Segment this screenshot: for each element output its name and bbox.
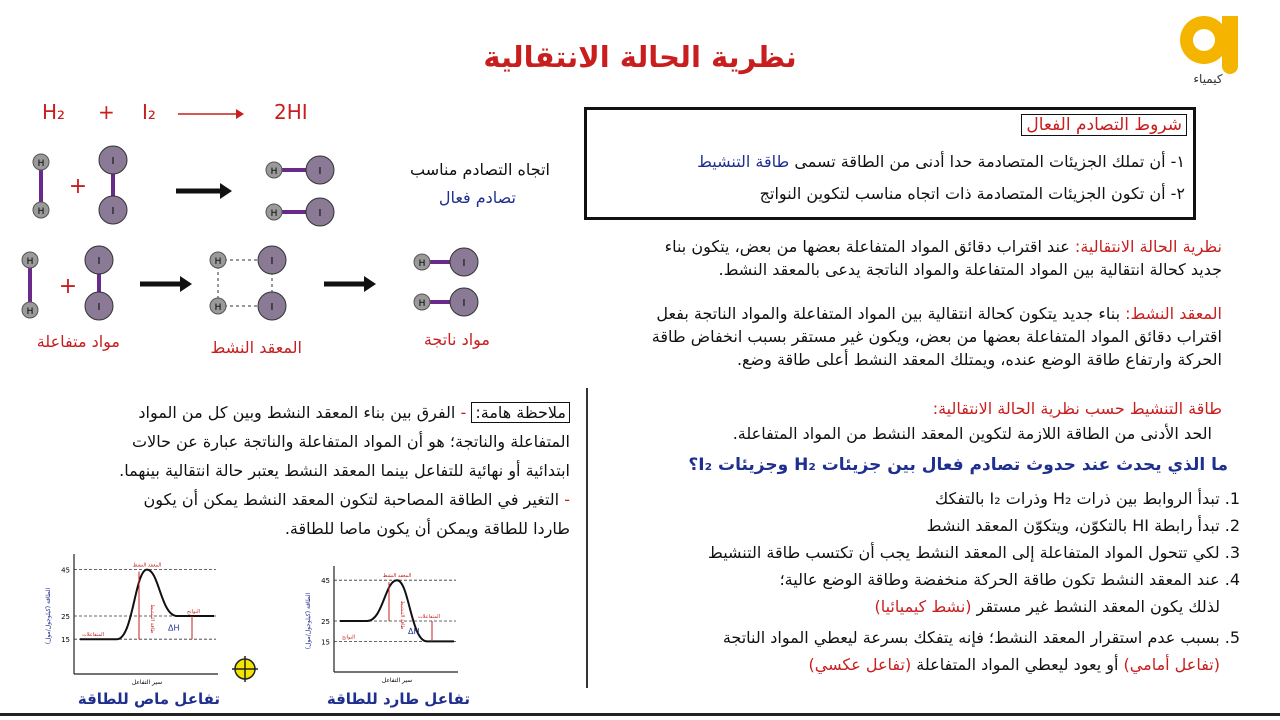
label-reactants: مواد متفاعلة xyxy=(36,332,120,351)
note-line5: طاردا للطاقة ويمكن أن يكون ماصا للطاقة. xyxy=(284,519,570,538)
svg-text:H: H xyxy=(37,159,45,169)
steps-list xyxy=(600,485,1240,678)
annotation-activation: طاقة التنشيط xyxy=(149,604,155,634)
annotation-complex: المعقد النشط xyxy=(382,573,412,580)
condition-2: ٢- أن تكون الجزيئات المتصادمة ذات اتجاه مناسب لتكوين النواتج xyxy=(759,184,1185,203)
annotation-complex: المعقد النشط xyxy=(132,562,162,569)
condition-1-text: ١- أن تملك الجزيئات المتصادمة حدا أدنى من الطاقة تسمى xyxy=(794,152,1185,171)
step-5b xyxy=(600,651,1240,678)
step-4b-text: لذلك يكون المعقد النشط غير مستقر xyxy=(976,597,1220,616)
svg-text:H: H xyxy=(270,209,278,219)
logo-o-icon xyxy=(1180,16,1228,64)
annotation-upper-level: المتفاعلات xyxy=(417,614,440,620)
step-3: 3. لكي تتحول المواد المتفاعلة إلى المعقد النشط يجب أن تكتسب طاقة التنشيط xyxy=(708,543,1240,562)
svg-text:I: I xyxy=(270,302,274,313)
complex-line1-text: بناء جديد يتكون كحالة انتقالية بين المواد المتفاعلة والمواد الناتجة بفعل xyxy=(656,304,1121,323)
step-5c: أو يعود ليعطي المواد المتفاعلة xyxy=(916,655,1119,674)
cursor-crosshair-icon xyxy=(232,656,258,682)
note-dash1: - xyxy=(460,403,467,422)
energy-curve xyxy=(80,570,214,640)
theory-line1 xyxy=(520,235,1222,258)
svg-text:H: H xyxy=(214,257,222,267)
theory-term: نظرية الحالة الانتقالية: xyxy=(1074,237,1222,256)
svg-text:I: I xyxy=(270,256,274,267)
svg-text:H: H xyxy=(270,167,278,177)
exothermic-title: تفاعل طارد للطاقة xyxy=(326,690,470,708)
svg-text:H: H xyxy=(26,307,34,317)
note-line1 xyxy=(10,398,570,427)
activation-term: طاقة التنشيط حسب نظرية الحالة الانتقالية: xyxy=(932,399,1222,418)
x-axis-label: سير التفاعل xyxy=(131,679,163,686)
y-tick-label-0: 15 xyxy=(61,636,70,645)
complex-paragraph xyxy=(520,302,1222,371)
complex-line2: اقتراب دقائق المواد المتفاعلة بعضها من بعض، ويكون غير مستقر بسبب انخفاض طاقة xyxy=(651,327,1222,346)
step-4b xyxy=(600,593,1240,620)
svg-text:H: H xyxy=(26,257,34,267)
y-tick-label-1: 25 xyxy=(321,618,330,626)
label-products: مواد ناتجة xyxy=(423,330,490,349)
note-line3: ابتدائية أو نهائية للتفاعل بينما المعقد النشط يعتبر حالة انتقالية بينهما. xyxy=(119,461,570,480)
orientation-line2: تصادم فعال xyxy=(438,188,516,207)
eq-plus: + xyxy=(98,100,115,124)
theory-paragraph xyxy=(520,235,1222,281)
condition-1-term: طاقة التنشيط xyxy=(697,152,790,171)
complex-term: المعقد النشط: xyxy=(1125,304,1222,323)
svg-text:+: + xyxy=(58,274,78,299)
svg-text:H: H xyxy=(418,259,426,269)
label-complex: المعقد النشط xyxy=(210,338,302,357)
column-divider xyxy=(586,388,588,688)
note-line1-text: الفرق بين بناء المعقد النشط وبين كل من المواد xyxy=(138,403,456,422)
y-tick-label-1: 25 xyxy=(61,613,70,621)
conditions-heading: شروط التصادم الفعال xyxy=(1021,114,1187,136)
eq-h2: H₂ xyxy=(42,100,66,124)
svg-text:+: + xyxy=(68,174,88,199)
step-4a: 4. عند المعقد النشط تكون طاقة الحركة منخفضة وطاقة الوضع عالية؛ xyxy=(779,570,1240,589)
endothermic-title: تفاعل ماص للطاقة xyxy=(77,690,220,708)
activation-def: الحد الأدنى من الطاقة اللازمة لتكوين المعقد النشط من المواد المتفاعلة. xyxy=(732,424,1212,443)
step-2: 2. تبدأ رابطة HI بالتكوّن، ويتكوّن المعقد النشط xyxy=(926,516,1240,535)
y-axis-label: الطاقة (كيلوجول/مول) xyxy=(45,587,52,645)
step-5a: 5. بسبب عدم استقرار المعقد النشط؛ فإنه يتفكك بسرعة ليعطي المواد الناتجة xyxy=(722,628,1240,647)
svg-text:I: I xyxy=(97,302,101,313)
y-tick-label-2: 45 xyxy=(61,566,70,575)
collision-diagram-row1 xyxy=(0,140,380,240)
svg-text:I: I xyxy=(111,156,115,167)
complex-line1 xyxy=(520,302,1222,325)
annotation-activation: طاقة التنشيط xyxy=(399,600,405,630)
collision-diagram-row2 xyxy=(0,240,520,330)
theory-line2: جديد كحالة انتقالية بين المواد المتفاعلة والمواد الناتجة يدعى بالمعقد النشط. xyxy=(718,260,1222,279)
y-axis-label: الطاقة (كيلوجول/مول) xyxy=(305,592,312,650)
y-tick-label-2: 45 xyxy=(321,577,330,586)
svg-text:I: I xyxy=(111,206,115,217)
svg-text:I: I xyxy=(462,258,466,269)
svg-text:I: I xyxy=(97,256,101,267)
delta-h-label: ΔH xyxy=(408,627,420,637)
orientation-line1: اتجاه التصادم مناسب xyxy=(410,160,550,179)
question-heading: ما الذي يحدث عند حدوث تصادم فعال بين جزيئات H₂ وجزيئات I₂؟ xyxy=(688,455,1228,475)
note-block xyxy=(10,398,570,543)
note-dash2: - xyxy=(564,490,570,509)
y-tick-label-0: 15 xyxy=(321,638,330,647)
eq-i2: I₂ xyxy=(142,100,156,124)
note-line2: المتفاعلة والناتجة؛ هو أن المواد المتفاعلة والناتجة عبارة عن حالات xyxy=(132,432,570,451)
annotation-lower-level: المتفاعلات xyxy=(82,632,105,639)
theory-line1-text: عند اقتراب دقائق المواد المتفاعلة بعضها من بعض، يتكون بناء xyxy=(664,237,1070,256)
svg-text:H: H xyxy=(418,299,426,309)
svg-text:I: I xyxy=(462,298,466,309)
step-4c: (نشط كيميائيا) xyxy=(874,597,972,616)
bottom-rule xyxy=(0,713,1280,716)
logo-j-icon xyxy=(1222,16,1238,74)
note-line4 xyxy=(10,485,570,514)
energy-curve xyxy=(340,580,454,641)
step-5b-term: (تفاعل أمامي) xyxy=(1123,655,1220,674)
exothermic-chart xyxy=(300,560,460,686)
note-head: ملاحظة هامة: xyxy=(471,402,570,423)
x-axis-label: سير التفاعل xyxy=(381,677,413,684)
page-title: نظرية الحالة الانتقالية xyxy=(483,40,797,74)
condition-1 xyxy=(595,152,1185,171)
eq-arrow-icon xyxy=(176,104,246,124)
conditions-box xyxy=(584,107,1196,220)
endothermic-chart xyxy=(40,548,220,688)
svg-text:H: H xyxy=(214,303,222,313)
annotation-upper-level: النواتج xyxy=(186,609,200,615)
step-5d: (تفاعل عكسي) xyxy=(808,655,912,674)
annotation-lower-level: النواتج xyxy=(342,634,356,641)
delta-h-label: ΔH xyxy=(168,623,180,633)
svg-text:I: I xyxy=(318,208,322,219)
svg-text:I: I xyxy=(318,166,322,177)
eq-product: 2HI xyxy=(274,100,308,124)
step-1: 1. تبدأ الروابط بين ذرات H₂ وذرات I₂ بالتفكك xyxy=(935,489,1240,508)
note-line4-text: التغير في الطاقة المصاحبة لتكون المعقد النشط يمكن أن يكون xyxy=(143,490,560,509)
logo-text: كيمياء xyxy=(1193,72,1223,86)
logo xyxy=(1178,16,1246,88)
complex-line3: الحركة وارتفاع طاقة الوضع عنده، ويمتلك المعقد النشط أعلى طاقة وضع. xyxy=(736,350,1222,369)
svg-text:H: H xyxy=(37,207,45,217)
